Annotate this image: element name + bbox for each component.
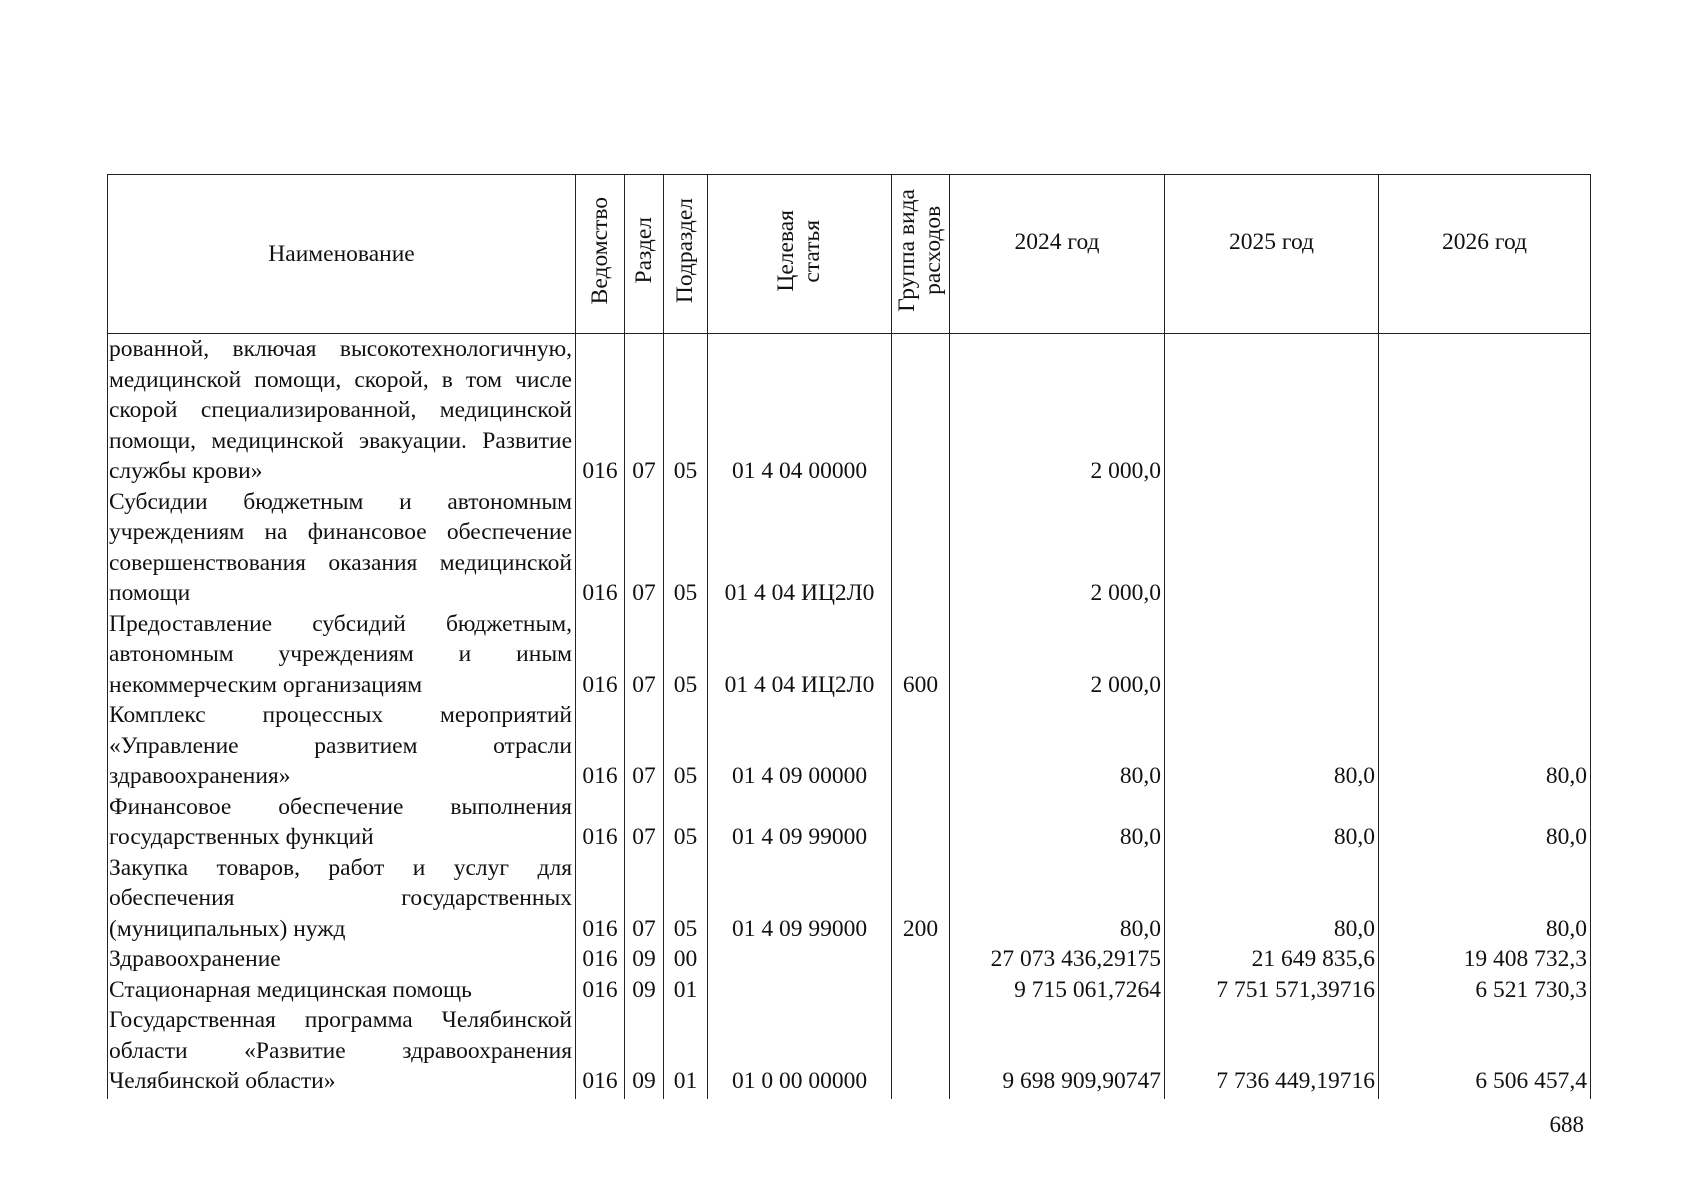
table-row [108, 609, 1591, 701]
table-row [108, 944, 1591, 975]
header-razdel-label: Раздел [630, 217, 657, 284]
cell-name: Государственная программа Челябинской области «Развитие здравоохранения Челябинской области» [108, 1005, 576, 1099]
header-celevaya-line1: Целевая [772, 209, 799, 292]
cell-ved: 016 [576, 700, 625, 792]
cell-ved: 016 [576, 944, 625, 975]
cell-celevaya: 01 4 04 ИЦ2Л0 [708, 487, 892, 609]
cell-razdel: 07 [625, 853, 664, 945]
budget-table-wrapper [107, 174, 1590, 1099]
cell-ved: 016 [576, 609, 625, 701]
cell-gruppa [892, 700, 950, 792]
table-header-row [108, 175, 1591, 334]
header-name-label: Наименование [268, 240, 415, 267]
table-row [108, 975, 1591, 1006]
header-name [108, 175, 576, 334]
budget-table [107, 174, 1591, 1099]
header-2025-label: 2025 год [1229, 228, 1314, 255]
cell-2024: 2 000,0 [950, 487, 1165, 609]
cell-razdel: 09 [625, 944, 664, 975]
cell-ved: 016 [576, 487, 625, 609]
cell-2024: 2 000,0 [950, 609, 1165, 701]
table-row [108, 334, 1591, 487]
table-row [108, 700, 1591, 792]
cell-gruppa [892, 792, 950, 853]
header-podrazdel-label: Подраздел [672, 197, 699, 304]
cell-podrazdel: 05 [664, 487, 708, 609]
cell-gruppa: 600 [892, 609, 950, 701]
header-celevaya-label [774, 210, 826, 292]
cell-podrazdel: 05 [664, 853, 708, 945]
cell-2024: 9 715 061,7264 [950, 975, 1165, 1006]
cell-name: Стационарная медицинская помощь [108, 975, 576, 1006]
header-gruppa-line2: расходов [919, 205, 946, 296]
cell-2025: 7 751 571,39716 [1165, 975, 1379, 1006]
cell-2025: 80,0 [1165, 853, 1379, 945]
header-podrazdel [664, 175, 708, 334]
cell-ved: 016 [576, 334, 625, 487]
table-row [108, 487, 1591, 609]
cell-2026: 6 521 730,3 [1379, 975, 1591, 1006]
cell-razdel: 07 [625, 700, 664, 792]
header-razdel [625, 175, 664, 334]
cell-gruppa: 200 [892, 853, 950, 945]
header-2024-label: 2024 год [1014, 228, 1100, 255]
cell-podrazdel: 01 [664, 975, 708, 1006]
header-celevaya-line2: статья [798, 219, 825, 282]
table-row [108, 853, 1591, 945]
cell-2025: 80,0 [1165, 792, 1379, 853]
header-gruppa-label [895, 189, 947, 312]
cell-ved: 016 [576, 1005, 625, 1099]
header-vedomstvo [576, 175, 625, 334]
cell-2026 [1379, 334, 1591, 487]
cell-2026: 6 506 457,4 [1379, 1005, 1591, 1099]
cell-gruppa [892, 487, 950, 609]
cell-ved: 016 [576, 792, 625, 853]
cell-2026: 80,0 [1379, 700, 1591, 792]
cell-razdel: 07 [625, 792, 664, 853]
cell-2026 [1379, 609, 1591, 701]
cell-podrazdel: 05 [664, 609, 708, 701]
cell-gruppa [892, 334, 950, 487]
cell-celevaya: 01 4 04 ИЦ2Л0 [708, 609, 892, 701]
table-body [108, 334, 1591, 1099]
cell-celevaya [708, 944, 892, 975]
cell-2026: 19 408 732,3 [1379, 944, 1591, 975]
cell-2025 [1165, 487, 1379, 609]
header-celevaya [708, 175, 892, 334]
cell-gruppa [892, 975, 950, 1006]
header-gruppa-line1: Группа вида [893, 189, 920, 312]
cell-podrazdel: 05 [664, 792, 708, 853]
cell-2025: 21 649 835,6 [1165, 944, 1379, 975]
cell-gruppa [892, 1005, 950, 1099]
cell-2024: 2 000,0 [950, 334, 1165, 487]
cell-2026: 80,0 [1379, 792, 1591, 853]
cell-2026 [1379, 487, 1591, 609]
cell-name: Здравоохранение [108, 944, 576, 975]
cell-podrazdel: 00 [664, 944, 708, 975]
cell-name: рованной, включая высокотехнологичную, медицинской помощи, скорой, в том числе скорой специализированной, медицинской помощи, медицинской эвакуации. Развитие службы крови» [108, 334, 576, 487]
cell-2024: 80,0 [950, 700, 1165, 792]
header-2026-label: 2026 год [1442, 228, 1527, 255]
table-row [108, 1005, 1591, 1099]
cell-ved: 016 [576, 853, 625, 945]
cell-celevaya: 01 0 00 00000 [708, 1005, 892, 1099]
cell-celevaya: 01 4 09 99000 [708, 853, 892, 945]
cell-2024: 80,0 [950, 853, 1165, 945]
table-row [108, 792, 1591, 853]
cell-2025 [1165, 334, 1379, 487]
cell-gruppa [892, 944, 950, 975]
cell-razdel: 07 [625, 334, 664, 487]
header-2026 [1379, 175, 1591, 334]
cell-2025: 80,0 [1165, 700, 1379, 792]
cell-razdel: 09 [625, 975, 664, 1006]
cell-2024: 80,0 [950, 792, 1165, 853]
cell-name: Закупка товаров, работ и услуг для обеспечения государственных (муниципальных) нужд [108, 853, 576, 945]
cell-celevaya: 01 4 04 00000 [708, 334, 892, 487]
cell-razdel: 07 [625, 487, 664, 609]
cell-celevaya: 01 4 09 99000 [708, 792, 892, 853]
cell-podrazdel: 05 [664, 700, 708, 792]
cell-2025 [1165, 609, 1379, 701]
header-gruppa [892, 175, 950, 334]
cell-2024: 9 698 909,90747 [950, 1005, 1165, 1099]
header-vedomstvo-label: Ведомство [586, 196, 613, 305]
cell-razdel: 09 [625, 1005, 664, 1099]
cell-name: Комплекс процессных мероприятий «Управление развитием отрасли здравоохранения» [108, 700, 576, 792]
cell-name: Субсидии бюджетным и автономным учреждениям на финансовое обеспечение совершенствования оказания медицинской помощи [108, 487, 576, 609]
header-2025 [1165, 175, 1379, 334]
cell-celevaya [708, 975, 892, 1006]
cell-2024: 27 073 436,29175 [950, 944, 1165, 975]
cell-2025: 7 736 449,19716 [1165, 1005, 1379, 1099]
cell-name: Финансовое обеспечение выполнения государственных функций [108, 792, 576, 853]
cell-ved: 016 [576, 975, 625, 1006]
cell-podrazdel: 05 [664, 334, 708, 487]
cell-name: Предоставление субсидий бюджетным, автономным учреждениям и иным некоммерческим организациям [108, 609, 576, 701]
cell-celevaya: 01 4 09 00000 [708, 700, 892, 792]
cell-razdel: 07 [625, 609, 664, 701]
header-2024 [950, 175, 1165, 334]
page-number: 688 [1549, 1112, 1584, 1137]
cell-2026: 80,0 [1379, 853, 1591, 945]
cell-podrazdel: 01 [664, 1005, 708, 1099]
